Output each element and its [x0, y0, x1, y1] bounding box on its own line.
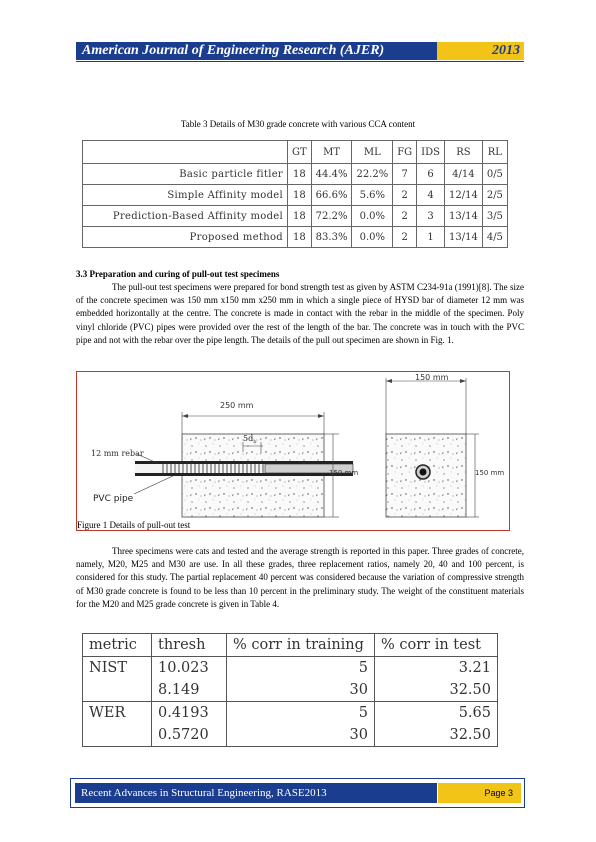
footer-conference: Recent Advances in Structural Engineering, RASE2013 — [75, 783, 437, 803]
table3-cell: 2 — [393, 227, 417, 248]
table-row — [83, 185, 508, 206]
metrics-cell — [83, 724, 152, 747]
table3-col-rl: RL — [482, 141, 507, 164]
table-row — [83, 227, 508, 248]
metrics-col-metric: metric — [83, 634, 152, 657]
table3-col-fg: FG — [393, 141, 417, 164]
table3-cell: 2 — [393, 206, 417, 227]
table3-cell: 5.6% — [352, 185, 393, 206]
rebar-section — [420, 469, 427, 476]
table3-cell: 0/5 — [482, 164, 507, 185]
metrics-cell: 30 — [227, 724, 375, 747]
dim-5db-label-main: 5d — [243, 434, 254, 443]
metrics-cell: 8.149 — [152, 679, 227, 702]
table-row — [83, 657, 498, 680]
table3-cell: 66.6% — [311, 185, 352, 206]
table3-caption: Table 3 Details of M30 grade concrete with various CCA content — [180, 119, 416, 129]
dim-150w-arrow-left — [386, 379, 392, 383]
table3-cell: 13/14 — [445, 206, 483, 227]
journal-year: 2013 — [437, 42, 524, 60]
table3-cell: Proposed method — [83, 227, 288, 248]
metrics-cell: 3.21 — [375, 657, 498, 680]
metrics-cell: WER — [83, 702, 152, 725]
table3-col-rs: RS — [445, 141, 483, 164]
table-row — [83, 206, 508, 227]
table3-cell: 3 — [417, 206, 445, 227]
table3-cell: 18 — [288, 227, 312, 248]
pvc-label: PVC pipe — [93, 494, 134, 504]
table-row — [83, 679, 498, 702]
table3-cell: 18 — [288, 206, 312, 227]
figure1-drawing — [77, 372, 509, 518]
metrics-col-train: % corr in training — [227, 634, 375, 657]
table3-cell: 44.4% — [311, 164, 352, 185]
metrics-cell: 30 — [227, 679, 375, 702]
table3-cell: 2/5 — [482, 185, 507, 206]
rebar-label: 12 mm rebar — [91, 449, 144, 458]
paragraph-1 — [76, 281, 524, 347]
table-row — [83, 164, 508, 185]
table3-cell: 12/14 — [445, 185, 483, 206]
metrics-cell — [83, 679, 152, 702]
table3-cell: 22.2% — [352, 164, 393, 185]
journal-title: American Journal of Engineering Research (AJER) — [76, 42, 437, 60]
table3-col-ml: ML — [352, 141, 393, 164]
table-row — [83, 702, 498, 725]
paragraph-2 — [76, 545, 524, 611]
table3-cell: Basic particle fitler — [83, 164, 288, 185]
table3-col-method — [83, 141, 288, 164]
table3-cell: 4 — [417, 185, 445, 206]
table3-cell: 4/5 — [482, 227, 507, 248]
table3-col-gt: GT — [288, 141, 312, 164]
dim-250-label: 250 mm — [220, 401, 254, 410]
table3-cell: 0.0% — [352, 227, 393, 248]
table3-cell: Simple Affinity model — [83, 185, 288, 206]
metrics-cell: 0.4193 — [152, 702, 227, 725]
table3-cell: 2 — [393, 185, 417, 206]
metrics-cell: 10.023 — [152, 657, 227, 680]
table3-col-mt: MT — [311, 141, 352, 164]
paragraph-1-text: The pull-out test specimens were prepared for bond strength test as given by ASTM C234-91a (1991)[8]. The size of the concrete specimen was 150 mm x150 mm x250 mm in which a single piece of HYSD bar of diameter 12 mm was embedded horizontally at the centre. The concrete is made in contact with the rebar in the middle of the specimen. Poly vinyl chloride (PVC) pipes were provided over the rest of the length of the bar. The concrete was in touch with the PVC pipe and not with the rebar over the pipe length. The details of the pull out specimen are shown in Fig. 1. — [76, 282, 524, 345]
table3-cell: 72.2% — [311, 206, 352, 227]
table3-cell: 18 — [288, 185, 312, 206]
footer-page-number: Page 3 — [438, 783, 521, 803]
table3-cell: 1 — [417, 227, 445, 248]
metrics-cell: 0.5720 — [152, 724, 227, 747]
metrics-cell: 5.65 — [375, 702, 498, 725]
pvc-leader — [134, 475, 175, 494]
table3-cell: 13/14 — [445, 227, 483, 248]
table3 — [82, 140, 508, 248]
table3-cell: 18 — [288, 164, 312, 185]
dim-250-arrow-right — [318, 414, 324, 418]
paragraph-2-text: Three specimens were cats and tested and the average strength is reported in this paper. Three grades of concrete, namely, M20, M25 and M30 are use. In all these grades, three replacement ratios, namely 20, 40 and 100 percent, is considered for this study. The partial replacement 40 percent was considered because the variation of compressive strength of M30 grade concrete is found to be less than 10 percent in the preliminary study. The weight of the constituent materials for the M20 and M25 grade concrete is given in Table 4. — [76, 546, 524, 609]
dim-150a-label: 150 mm — [329, 469, 359, 477]
header-rule — [76, 61, 524, 62]
table3-cell: 4/14 — [445, 164, 483, 185]
dim-150w-arrow-right — [460, 379, 466, 383]
metrics-cell: 32.50 — [375, 724, 498, 747]
table3-cell: 6 — [417, 164, 445, 185]
table3-col-ids: IDS — [417, 141, 445, 164]
metrics-cell: NIST — [83, 657, 152, 680]
table3-cell: 7 — [393, 164, 417, 185]
table3-header-row — [83, 141, 508, 164]
table-row — [83, 724, 498, 747]
dim-250-arrow-left — [182, 414, 188, 418]
dim-150w-label: 150 mm — [415, 373, 449, 382]
figure1-caption: Figure 1 Details of pull-out test — [77, 520, 191, 530]
table3-cell: 83.3% — [311, 227, 352, 248]
table3-cell: 0.0% — [352, 206, 393, 227]
metrics-cell: 5 — [227, 657, 375, 680]
metrics-col-test: % corr in test — [375, 634, 498, 657]
metrics-header-row — [83, 634, 498, 657]
metrics-cell: 5 — [227, 702, 375, 725]
metrics-col-thresh: thresh — [152, 634, 227, 657]
metrics-table — [82, 633, 498, 747]
dim-150b-label: 150 mm — [475, 469, 505, 477]
section-heading: 3.3 Preparation and curing of pull-out test specimens — [76, 269, 280, 279]
table3-cell: 3/5 — [482, 206, 507, 227]
metrics-cell: 32.50 — [375, 679, 498, 702]
table3-cell: Prediction-Based Affinity model — [83, 206, 288, 227]
dim-5db-label-sub: b — [253, 439, 257, 445]
